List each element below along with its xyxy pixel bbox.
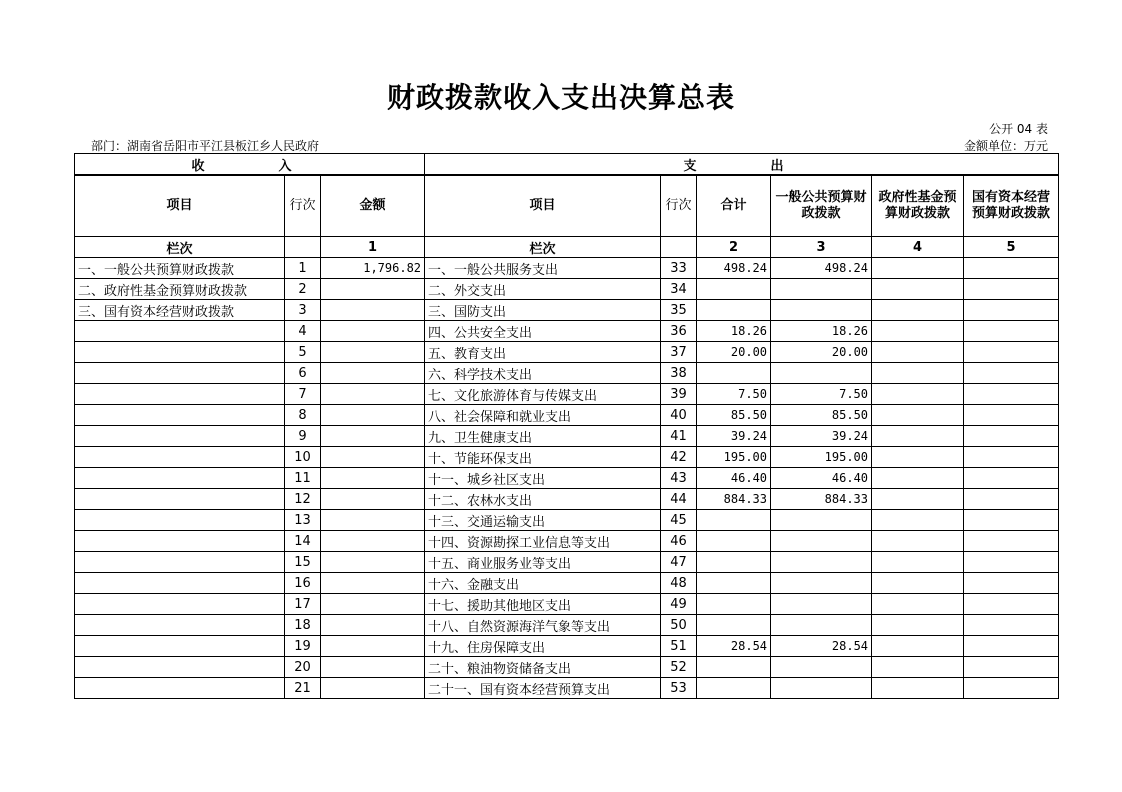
general-budget-cell — [771, 594, 872, 615]
expense-item-cell: 十四、资源勘探工业信息等支出 — [425, 531, 661, 552]
general-budget-cell: 20.00 — [771, 342, 872, 363]
table-row — [75, 594, 1059, 615]
expense-line-cell: 53 — [661, 678, 697, 699]
total-cell: 85.50 — [697, 405, 771, 426]
state-capital-cell — [964, 300, 1059, 321]
income-amount-cell — [321, 405, 425, 426]
state-capital-cell — [964, 468, 1059, 489]
income-item-cell: 二、政府性基金预算财政拨款 — [75, 279, 285, 300]
income-amount-cell — [321, 384, 425, 405]
general-budget-cell: 28.54 — [771, 636, 872, 657]
total-cell — [697, 279, 771, 300]
gov-fund-cell — [872, 342, 964, 363]
income-amount-cell — [321, 615, 425, 636]
income-item-cell — [75, 510, 285, 531]
header-expense-item: 项目 — [425, 175, 661, 237]
state-capital-cell — [964, 258, 1059, 279]
total-cell: 20.00 — [697, 342, 771, 363]
budget-summary-table — [74, 153, 1059, 699]
gov-fund-cell — [872, 573, 964, 594]
expense-line-cell: 47 — [661, 552, 697, 573]
state-capital-cell — [964, 426, 1059, 447]
header-expense-line: 行次 — [661, 175, 697, 237]
income-line-cell: 16 — [285, 573, 321, 594]
general-budget-cell — [771, 552, 872, 573]
state-capital-cell — [964, 447, 1059, 468]
amount-unit-label: 金额单位：万元 — [963, 139, 1048, 153]
general-budget-cell: 195.00 — [771, 447, 872, 468]
income-item-cell — [75, 615, 285, 636]
expense-item-cell: 十五、商业服务业等支出 — [425, 552, 661, 573]
total-cell: 39.24 — [697, 426, 771, 447]
total-cell: 498.24 — [697, 258, 771, 279]
income-amount-cell — [321, 510, 425, 531]
expense-item-cell: 九、卫生健康支出 — [425, 426, 661, 447]
income-line-cell: 12 — [285, 489, 321, 510]
expense-section-header: 支 出 — [425, 154, 1059, 176]
state-capital-cell — [964, 657, 1059, 678]
state-capital-cell — [964, 594, 1059, 615]
expense-item-cell: 十六、金融支出 — [425, 573, 661, 594]
expense-line-cell: 45 — [661, 510, 697, 531]
total-cell: 18.26 — [697, 321, 771, 342]
expense-item-cell: 十八、自然资源海洋气象等支出 — [425, 615, 661, 636]
gov-fund-cell — [872, 552, 964, 573]
expense-item-cell: 六、科学技术支出 — [425, 363, 661, 384]
general-budget-cell — [771, 531, 872, 552]
gov-fund-cell — [872, 489, 964, 510]
income-item-cell — [75, 594, 285, 615]
income-item-cell: 一、一般公共预算财政拨款 — [75, 258, 285, 279]
income-amount-cell — [321, 552, 425, 573]
general-budget-cell — [771, 279, 872, 300]
state-capital-cell — [964, 489, 1059, 510]
income-item-cell — [75, 552, 285, 573]
total-cell: 884.33 — [697, 489, 771, 510]
expense-line-cell: 44 — [661, 489, 697, 510]
income-amount-cell — [321, 300, 425, 321]
gov-fund-cell — [872, 405, 964, 426]
total-cell — [697, 300, 771, 321]
expense-line-cell: 39 — [661, 384, 697, 405]
total-cell — [697, 678, 771, 699]
income-line-cell: 14 — [285, 531, 321, 552]
state-capital-cell — [964, 384, 1059, 405]
gov-fund-cell — [872, 657, 964, 678]
expense-item-cell: 十二、农林水支出 — [425, 489, 661, 510]
income-amount-cell — [321, 657, 425, 678]
income-line-cell: 6 — [285, 363, 321, 384]
general-budget-cell: 85.50 — [771, 405, 872, 426]
income-section-header: 收 入 — [75, 154, 425, 176]
table-row — [75, 342, 1059, 363]
general-budget-cell: 884.33 — [771, 489, 872, 510]
expense-line-cell: 48 — [661, 573, 697, 594]
header-gov-fund: 政府性基金预算财政拨款 — [872, 175, 964, 237]
expense-item-cell: 七、文化旅游体育与传媒支出 — [425, 384, 661, 405]
state-capital-cell — [964, 615, 1059, 636]
income-amount-cell — [321, 636, 425, 657]
state-capital-cell — [964, 405, 1059, 426]
gov-fund-cell — [872, 636, 964, 657]
expense-item-cell: 十、节能环保支出 — [425, 447, 661, 468]
income-line-cell: 11 — [285, 468, 321, 489]
general-budget-cell: 39.24 — [771, 426, 872, 447]
table-row — [75, 489, 1059, 510]
table-row — [75, 258, 1059, 279]
expense-line-cell: 40 — [661, 405, 697, 426]
income-amount-cell — [321, 447, 425, 468]
state-capital-cell — [964, 342, 1059, 363]
expense-item-cell: 二十、粮油物资储备支出 — [425, 657, 661, 678]
income-line-cell: 5 — [285, 342, 321, 363]
index-income-label: 栏次 — [75, 237, 285, 258]
header-state-capital: 国有资本经营预算财政拨款 — [964, 175, 1059, 237]
general-budget-cell — [771, 300, 872, 321]
gov-fund-cell — [872, 258, 964, 279]
section-header-row — [75, 154, 1059, 176]
gov-fund-cell — [872, 447, 964, 468]
gov-fund-cell — [872, 531, 964, 552]
state-capital-cell — [964, 510, 1059, 531]
expense-item-cell: 八、社会保障和就业支出 — [425, 405, 661, 426]
income-amount-cell — [321, 594, 425, 615]
table-row — [75, 405, 1059, 426]
income-amount-cell — [321, 321, 425, 342]
total-cell — [697, 552, 771, 573]
income-amount-cell — [321, 573, 425, 594]
income-amount-cell — [321, 468, 425, 489]
general-budget-cell: 498.24 — [771, 258, 872, 279]
header-total: 合计 — [697, 175, 771, 237]
gov-fund-cell — [872, 300, 964, 321]
gov-fund-cell — [872, 321, 964, 342]
state-capital-cell — [964, 573, 1059, 594]
general-budget-cell — [771, 573, 872, 594]
total-cell — [697, 657, 771, 678]
table-row — [75, 300, 1059, 321]
expense-line-cell: 49 — [661, 594, 697, 615]
index-expense-label: 栏次 — [425, 237, 661, 258]
total-cell — [697, 531, 771, 552]
expense-item-cell: 十九、住房保障支出 — [425, 636, 661, 657]
state-capital-cell — [964, 363, 1059, 384]
page-title: 财政拨款收入支出决算总表 — [386, 81, 735, 114]
income-amount-cell — [321, 342, 425, 363]
general-budget-cell — [771, 657, 872, 678]
table-row — [75, 573, 1059, 594]
table-row — [75, 426, 1059, 447]
header-income-item: 项目 — [75, 175, 285, 237]
income-item-cell — [75, 531, 285, 552]
expense-item-cell: 十三、交通运输支出 — [425, 510, 661, 531]
income-item-cell — [75, 489, 285, 510]
expense-item-cell: 二十一、国有资本经营预算支出 — [425, 678, 661, 699]
index-col-3: 3 — [771, 237, 872, 258]
total-cell: 46.40 — [697, 468, 771, 489]
state-capital-cell — [964, 279, 1059, 300]
total-cell: 28.54 — [697, 636, 771, 657]
total-cell: 195.00 — [697, 447, 771, 468]
form-number: 公开 04 表 — [989, 122, 1048, 136]
table-row — [75, 636, 1059, 657]
column-index-row — [75, 237, 1059, 258]
income-line-cell: 8 — [285, 405, 321, 426]
income-line-cell: 10 — [285, 447, 321, 468]
income-line-cell: 15 — [285, 552, 321, 573]
income-line-cell: 3 — [285, 300, 321, 321]
income-line-cell: 21 — [285, 678, 321, 699]
gov-fund-cell — [872, 426, 964, 447]
gov-fund-cell — [872, 279, 964, 300]
income-item-cell — [75, 678, 285, 699]
index-expense-line — [661, 237, 697, 258]
table-row — [75, 279, 1059, 300]
income-line-cell: 2 — [285, 279, 321, 300]
state-capital-cell — [964, 531, 1059, 552]
total-cell — [697, 615, 771, 636]
gov-fund-cell — [872, 678, 964, 699]
income-item-cell — [75, 342, 285, 363]
income-item-cell — [75, 468, 285, 489]
table-row — [75, 615, 1059, 636]
income-item-cell — [75, 384, 285, 405]
expense-item-cell: 十七、援助其他地区支出 — [425, 594, 661, 615]
income-line-cell: 9 — [285, 426, 321, 447]
department-label: 部门：湖南省岳阳市平江县板江乡人民政府 — [91, 139, 320, 153]
state-capital-cell — [964, 321, 1059, 342]
income-amount-cell — [321, 489, 425, 510]
general-budget-cell — [771, 678, 872, 699]
expense-item-cell: 五、教育支出 — [425, 342, 661, 363]
expense-line-cell: 33 — [661, 258, 697, 279]
gov-fund-cell — [872, 363, 964, 384]
header-general-budget: 一般公共预算财政拨款 — [771, 175, 872, 237]
total-cell: 7.50 — [697, 384, 771, 405]
general-budget-cell — [771, 510, 872, 531]
income-line-cell: 4 — [285, 321, 321, 342]
state-capital-cell — [964, 552, 1059, 573]
table-row — [75, 531, 1059, 552]
index-col-5: 5 — [964, 237, 1059, 258]
expense-item-cell: 四、公共安全支出 — [425, 321, 661, 342]
table-row — [75, 468, 1059, 489]
expense-line-cell: 42 — [661, 447, 697, 468]
general-budget-cell — [771, 363, 872, 384]
state-capital-cell — [964, 678, 1059, 699]
table-row — [75, 552, 1059, 573]
total-cell — [697, 510, 771, 531]
column-header-row — [75, 175, 1059, 237]
index-col-2: 2 — [697, 237, 771, 258]
header-income-line: 行次 — [285, 175, 321, 237]
table-row — [75, 447, 1059, 468]
index-col-4: 4 — [872, 237, 964, 258]
table-row — [75, 510, 1059, 531]
income-line-cell: 18 — [285, 615, 321, 636]
income-amount-cell — [321, 279, 425, 300]
expense-item-cell: 一、一般公共服务支出 — [425, 258, 661, 279]
header-income-amount: 金额 — [321, 175, 425, 237]
income-amount-cell — [321, 363, 425, 384]
income-item-cell — [75, 426, 285, 447]
expense-item-cell: 十一、城乡社区支出 — [425, 468, 661, 489]
expense-line-cell: 46 — [661, 531, 697, 552]
index-col-1: 1 — [321, 237, 425, 258]
total-cell — [697, 363, 771, 384]
expense-line-cell: 51 — [661, 636, 697, 657]
table-row — [75, 321, 1059, 342]
expense-line-cell: 36 — [661, 321, 697, 342]
income-item-cell — [75, 636, 285, 657]
expense-item-cell: 三、国防支出 — [425, 300, 661, 321]
income-amount-cell — [321, 426, 425, 447]
income-line-cell: 19 — [285, 636, 321, 657]
general-budget-cell — [771, 615, 872, 636]
gov-fund-cell — [872, 384, 964, 405]
state-capital-cell — [964, 636, 1059, 657]
total-cell — [697, 594, 771, 615]
expense-line-cell: 37 — [661, 342, 697, 363]
expense-line-cell: 41 — [661, 426, 697, 447]
income-item-cell — [75, 363, 285, 384]
expense-item-cell: 二、外交支出 — [425, 279, 661, 300]
expense-line-cell: 34 — [661, 279, 697, 300]
table-row — [75, 384, 1059, 405]
income-item-cell — [75, 405, 285, 426]
income-line-cell: 1 — [285, 258, 321, 279]
income-item-cell — [75, 573, 285, 594]
income-amount-cell — [321, 678, 425, 699]
income-line-cell: 7 — [285, 384, 321, 405]
general-budget-cell: 46.40 — [771, 468, 872, 489]
income-item-cell: 三、国有资本经营财政拨款 — [75, 300, 285, 321]
general-budget-cell: 18.26 — [771, 321, 872, 342]
income-line-cell: 13 — [285, 510, 321, 531]
expense-line-cell: 52 — [661, 657, 697, 678]
expense-line-cell: 43 — [661, 468, 697, 489]
table-row — [75, 363, 1059, 384]
income-item-cell — [75, 321, 285, 342]
income-item-cell — [75, 447, 285, 468]
income-line-cell: 17 — [285, 594, 321, 615]
index-income-line — [285, 237, 321, 258]
income-item-cell — [75, 657, 285, 678]
expense-line-cell: 35 — [661, 300, 697, 321]
expense-line-cell: 38 — [661, 363, 697, 384]
general-budget-cell: 7.50 — [771, 384, 872, 405]
total-cell — [697, 573, 771, 594]
expense-line-cell: 50 — [661, 615, 697, 636]
income-amount-cell: 1,796.82 — [321, 258, 425, 279]
gov-fund-cell — [872, 510, 964, 531]
table-row — [75, 657, 1059, 678]
gov-fund-cell — [872, 468, 964, 489]
table-row — [75, 678, 1059, 699]
gov-fund-cell — [872, 594, 964, 615]
income-line-cell: 20 — [285, 657, 321, 678]
gov-fund-cell — [872, 615, 964, 636]
income-amount-cell — [321, 531, 425, 552]
